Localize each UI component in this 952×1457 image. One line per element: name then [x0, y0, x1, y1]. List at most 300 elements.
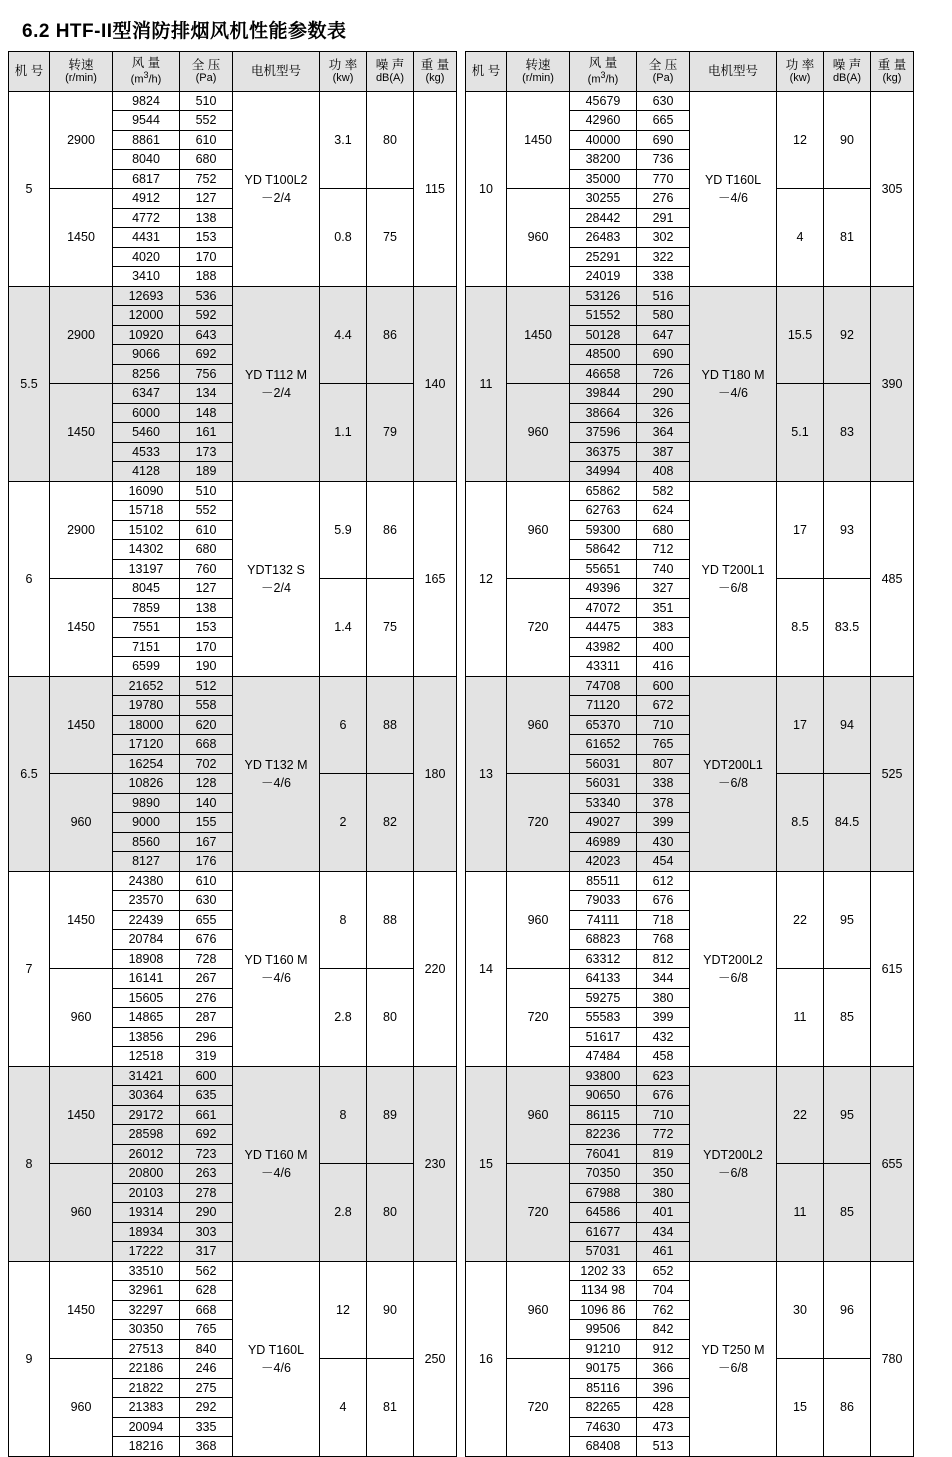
cell-pressure: 628	[180, 1281, 233, 1301]
cell-pressure: 140	[180, 793, 233, 813]
cell-flow: 8045	[113, 579, 180, 599]
table-row	[9, 481, 457, 501]
cell-flow: 53340	[570, 793, 637, 813]
cell-motor-model: YDT200L2 －6/8	[690, 871, 777, 1066]
cell-flow: 39844	[570, 384, 637, 404]
cell-flow: 65862	[570, 481, 637, 501]
cell-weight: 140	[414, 286, 457, 481]
cell-flow: 82236	[570, 1125, 637, 1145]
cell-flow: 28442	[570, 208, 637, 228]
cell-flow: 15605	[113, 988, 180, 1008]
cell-pressure: 246	[180, 1359, 233, 1379]
cell-rpm: 1450	[507, 286, 570, 384]
cell-rpm: 960	[507, 481, 570, 579]
cell-power: 12	[777, 91, 824, 189]
cell-flow: 9824	[113, 91, 180, 111]
cell-machine-no: 14	[466, 871, 507, 1066]
cell-flow: 26012	[113, 1144, 180, 1164]
cell-rpm: 960	[50, 1359, 113, 1457]
cell-pressure: 676	[637, 1086, 690, 1106]
cell-pressure: 290	[180, 1203, 233, 1223]
cell-pressure: 704	[637, 1281, 690, 1301]
cell-pressure: 380	[637, 988, 690, 1008]
cell-motor-model: YD T160L －4/6	[690, 91, 777, 286]
cell-rpm: 2900	[50, 91, 113, 189]
cell-flow: 34994	[570, 462, 637, 482]
cell-pressure: 672	[637, 696, 690, 716]
cell-rpm: 720	[507, 969, 570, 1067]
cell-flow: 79033	[570, 891, 637, 911]
cell-flow: 12518	[113, 1047, 180, 1067]
cell-flow: 14302	[113, 540, 180, 560]
cell-flow: 30350	[113, 1320, 180, 1340]
cell-rpm: 960	[50, 969, 113, 1067]
cell-pressure: 592	[180, 306, 233, 326]
cell-pressure: 322	[637, 247, 690, 267]
cell-flow: 7151	[113, 637, 180, 657]
cell-flow: 68823	[570, 930, 637, 950]
cell-pressure: 278	[180, 1183, 233, 1203]
cell-noise: 84.5	[824, 774, 871, 872]
cell-pressure: 762	[637, 1300, 690, 1320]
cell-flow: 18908	[113, 949, 180, 969]
cell-motor-model: YD T132 M －4/6	[233, 676, 320, 871]
cell-flow: 90650	[570, 1086, 637, 1106]
cell-noise: 86	[824, 1359, 871, 1457]
cell-flow: 12000	[113, 306, 180, 326]
cell-pressure: 710	[637, 1105, 690, 1125]
cell-flow: 44475	[570, 618, 637, 638]
cell-rpm: 960	[507, 676, 570, 774]
cell-pressure: 702	[180, 754, 233, 774]
cell-machine-no: 11	[466, 286, 507, 481]
cell-pressure: 454	[637, 852, 690, 872]
page-title: 6.2 HTF-II型消防排烟风机性能参数表	[22, 21, 347, 42]
cell-pressure: 148	[180, 403, 233, 423]
cell-flow: 20800	[113, 1164, 180, 1184]
cell-pressure: 692	[180, 1125, 233, 1145]
cell-flow: 24380	[113, 871, 180, 891]
cell-pressure: 726	[637, 364, 690, 384]
cell-power: 1.1	[320, 384, 367, 482]
cell-flow: 4533	[113, 442, 180, 462]
cell-power: 17	[777, 676, 824, 774]
cell-pressure: 190	[180, 657, 233, 677]
cell-pressure: 668	[180, 1300, 233, 1320]
col-head-pressure: 全 压 (Pa)	[180, 52, 233, 92]
col-head-rpm: 转速 (r/min)	[50, 52, 113, 92]
cell-flow: 1096 86	[570, 1300, 637, 1320]
cell-pressure: 303	[180, 1222, 233, 1242]
cell-flow: 8127	[113, 852, 180, 872]
performance-table-left	[8, 51, 457, 1457]
cell-power: 6	[320, 676, 367, 774]
cell-pressure: 296	[180, 1027, 233, 1047]
cell-power: 8	[320, 1066, 367, 1164]
cell-flow: 21383	[113, 1398, 180, 1418]
cell-flow: 8861	[113, 130, 180, 150]
cell-flow: 74708	[570, 676, 637, 696]
cell-rpm: 960	[507, 1066, 570, 1164]
cell-pressure: 275	[180, 1378, 233, 1398]
cell-pressure: 188	[180, 267, 233, 287]
cell-pressure: 461	[637, 1242, 690, 1262]
cell-motor-model: YD T160L －4/6	[233, 1261, 320, 1456]
col-head-noise: 噪 声 dB(A)	[367, 52, 414, 92]
cell-weight: 525	[871, 676, 914, 871]
cell-pressure: 302	[637, 228, 690, 248]
cell-flow: 74630	[570, 1417, 637, 1437]
cell-pressure: 624	[637, 501, 690, 521]
cell-flow: 9066	[113, 345, 180, 365]
cell-pressure: 408	[637, 462, 690, 482]
cell-rpm: 720	[507, 1359, 570, 1457]
cell-pressure: 513	[637, 1437, 690, 1457]
cell-pressure: 692	[180, 345, 233, 365]
cell-flow: 24019	[570, 267, 637, 287]
cell-pressure: 317	[180, 1242, 233, 1262]
cell-pressure: 430	[637, 832, 690, 852]
cell-flow: 42023	[570, 852, 637, 872]
cell-flow: 21822	[113, 1378, 180, 1398]
cell-flow: 16090	[113, 481, 180, 501]
cell-flow: 55583	[570, 1008, 637, 1028]
cell-pressure: 396	[637, 1378, 690, 1398]
col-head-model: 电机型号	[690, 52, 777, 92]
table-row	[9, 676, 457, 696]
table-row	[9, 1066, 457, 1086]
cell-pressure: 290	[637, 384, 690, 404]
cell-power: 8	[320, 871, 367, 969]
cell-flow: 13856	[113, 1027, 180, 1047]
cell-flow: 64586	[570, 1203, 637, 1223]
cell-pressure: 552	[180, 501, 233, 521]
cell-pressure: 378	[637, 793, 690, 813]
cell-pressure: 510	[180, 481, 233, 501]
cell-flow: 6817	[113, 169, 180, 189]
cell-pressure: 127	[180, 579, 233, 599]
cell-pressure: 610	[180, 130, 233, 150]
cell-flow: 93800	[570, 1066, 637, 1086]
cell-pressure: 267	[180, 969, 233, 989]
cell-noise: 86	[367, 286, 414, 384]
cell-motor-model: YD T250 M －6/8	[690, 1261, 777, 1456]
table-row	[9, 1261, 457, 1281]
cell-machine-no: 9	[9, 1261, 50, 1456]
cell-weight: 485	[871, 481, 914, 676]
cell-pressure: 580	[637, 306, 690, 326]
cell-pressure: 458	[637, 1047, 690, 1067]
cell-pressure: 620	[180, 715, 233, 735]
cell-pressure: 610	[180, 520, 233, 540]
cell-pressure: 643	[180, 325, 233, 345]
cell-flow: 32297	[113, 1300, 180, 1320]
table-row	[466, 676, 914, 696]
cell-flow: 62763	[570, 501, 637, 521]
cell-pressure: 138	[180, 208, 233, 228]
cell-flow: 4020	[113, 247, 180, 267]
cell-flow: 74111	[570, 910, 637, 930]
cell-power: 2	[320, 774, 367, 872]
cell-pressure: 680	[180, 540, 233, 560]
cell-pressure: 368	[180, 1437, 233, 1457]
cell-flow: 1202 33	[570, 1261, 637, 1281]
cell-flow: 70350	[570, 1164, 637, 1184]
cell-power: 1.4	[320, 579, 367, 677]
cell-pressure: 740	[637, 559, 690, 579]
cell-pressure: 127	[180, 189, 233, 209]
cell-flow: 8256	[113, 364, 180, 384]
col-head-no: 机 号	[466, 52, 507, 92]
table-row	[466, 1261, 914, 1281]
cell-flow: 30255	[570, 189, 637, 209]
table-row	[9, 91, 457, 111]
cell-pressure: 327	[637, 579, 690, 599]
cell-pressure: 155	[180, 813, 233, 833]
cell-pressure: 635	[180, 1086, 233, 1106]
cell-noise: 89	[367, 1066, 414, 1164]
cell-flow: 91210	[570, 1339, 637, 1359]
cell-noise: 90	[824, 91, 871, 189]
cell-pressure: 366	[637, 1359, 690, 1379]
cell-pressure: 263	[180, 1164, 233, 1184]
cell-flow: 86115	[570, 1105, 637, 1125]
cell-flow: 50128	[570, 325, 637, 345]
cell-noise: 88	[367, 676, 414, 774]
table-header-row	[466, 52, 914, 92]
cell-flow: 12693	[113, 286, 180, 306]
cell-flow: 16254	[113, 754, 180, 774]
cell-motor-model: YD T100L2 －2/4	[233, 91, 320, 286]
cell-power: 0.8	[320, 189, 367, 287]
cell-flow: 59275	[570, 988, 637, 1008]
cell-rpm: 1450	[50, 1261, 113, 1359]
cell-pressure: 676	[637, 891, 690, 911]
cell-pressure: 652	[637, 1261, 690, 1281]
cell-machine-no: 15	[466, 1066, 507, 1261]
cell-pressure: 680	[180, 150, 233, 170]
cell-rpm: 1450	[50, 384, 113, 482]
cell-pressure: 387	[637, 442, 690, 462]
cell-flow: 38200	[570, 150, 637, 170]
cell-pressure: 665	[637, 111, 690, 131]
cell-pressure: 710	[637, 715, 690, 735]
cell-pressure: 819	[637, 1144, 690, 1164]
cell-pressure: 768	[637, 930, 690, 950]
cell-pressure: 630	[180, 891, 233, 911]
cell-noise: 96	[824, 1261, 871, 1359]
cell-noise: 80	[367, 969, 414, 1067]
cell-flow: 32961	[113, 1281, 180, 1301]
cell-power: 2.8	[320, 1164, 367, 1262]
cell-machine-no: 7	[9, 871, 50, 1066]
cell-flow: 18000	[113, 715, 180, 735]
cell-power: 4.4	[320, 286, 367, 384]
cell-pressure: 718	[637, 910, 690, 930]
cell-pressure: 728	[180, 949, 233, 969]
cell-flow: 10826	[113, 774, 180, 794]
cell-flow: 21652	[113, 676, 180, 696]
cell-weight: 305	[871, 91, 914, 286]
cell-rpm: 1450	[50, 189, 113, 287]
cell-pressure: 807	[637, 754, 690, 774]
cell-pressure: 473	[637, 1417, 690, 1437]
cell-pressure: 752	[180, 169, 233, 189]
cell-power: 12	[320, 1261, 367, 1359]
cell-pressure: 600	[180, 1066, 233, 1086]
cell-flow: 47484	[570, 1047, 637, 1067]
performance-table-right	[465, 51, 914, 1457]
cell-pressure: 176	[180, 852, 233, 872]
cell-flow: 40000	[570, 130, 637, 150]
table-row	[9, 286, 457, 306]
cell-pressure: 668	[180, 735, 233, 755]
cell-flow: 9544	[113, 111, 180, 131]
cell-pressure: 612	[637, 871, 690, 891]
cell-flow: 17222	[113, 1242, 180, 1262]
cell-weight: 655	[871, 1066, 914, 1261]
cell-pressure: 338	[637, 267, 690, 287]
cell-rpm: 1450	[507, 91, 570, 189]
cell-pressure: 600	[637, 676, 690, 696]
cell-pressure: 760	[180, 559, 233, 579]
cell-rpm: 960	[50, 774, 113, 872]
cell-weight: 230	[414, 1066, 457, 1261]
cell-flow: 22439	[113, 910, 180, 930]
cell-pressure: 319	[180, 1047, 233, 1067]
cell-pressure: 536	[180, 286, 233, 306]
cell-pressure: 276	[180, 988, 233, 1008]
cell-weight: 250	[414, 1261, 457, 1456]
cell-flow: 82265	[570, 1398, 637, 1418]
cell-flow: 4912	[113, 189, 180, 209]
cell-motor-model: YD T200L1 －6/8	[690, 481, 777, 676]
cell-power: 8.5	[777, 774, 824, 872]
cell-pressure: 399	[637, 813, 690, 833]
cell-pressure: 335	[180, 1417, 233, 1437]
cell-rpm: 960	[507, 189, 570, 287]
cell-machine-no: 5.5	[9, 286, 50, 481]
cell-flow: 31421	[113, 1066, 180, 1086]
cell-pressure: 351	[637, 598, 690, 618]
cell-motor-model: YD T160 M －4/6	[233, 871, 320, 1066]
cell-machine-no: 12	[466, 481, 507, 676]
cell-flow: 3410	[113, 267, 180, 287]
cell-flow: 58642	[570, 540, 637, 560]
cell-noise: 86	[367, 481, 414, 579]
cell-flow: 20784	[113, 930, 180, 950]
cell-pressure: 338	[637, 774, 690, 794]
cell-pressure: 712	[637, 540, 690, 560]
cell-pressure: 344	[637, 969, 690, 989]
cell-flow: 64133	[570, 969, 637, 989]
cell-flow: 29172	[113, 1105, 180, 1125]
cell-flow: 36375	[570, 442, 637, 462]
cell-flow: 22186	[113, 1359, 180, 1379]
cell-noise: 85	[824, 1164, 871, 1262]
cell-flow: 8560	[113, 832, 180, 852]
cell-power: 22	[777, 871, 824, 969]
cell-flow: 61652	[570, 735, 637, 755]
col-head-flow: 风 量 $(m^3/h)$	[570, 52, 637, 92]
cell-rpm: 2900	[50, 481, 113, 579]
cell-pressure: 840	[180, 1339, 233, 1359]
cell-power: 3.1	[320, 91, 367, 189]
cell-pressure: 558	[180, 696, 233, 716]
cell-noise: 93	[824, 481, 871, 579]
table-row	[466, 91, 914, 111]
cell-noise: 95	[824, 871, 871, 969]
cell-noise: 90	[367, 1261, 414, 1359]
cell-flow: 90175	[570, 1359, 637, 1379]
cell-weight: 220	[414, 871, 457, 1066]
cell-power: 11	[777, 1164, 824, 1262]
cell-flow: 7859	[113, 598, 180, 618]
cell-flow: 51617	[570, 1027, 637, 1047]
cell-pressure: 661	[180, 1105, 233, 1125]
cell-noise: 75	[367, 579, 414, 677]
cell-flow: 9000	[113, 813, 180, 833]
cell-pressure: 432	[637, 1027, 690, 1047]
cell-flow: 76041	[570, 1144, 637, 1164]
col-head-power: 功 率 (kw)	[777, 52, 824, 92]
cell-pressure: 510	[180, 91, 233, 111]
cell-flow: 46658	[570, 364, 637, 384]
cell-flow: 57031	[570, 1242, 637, 1262]
cell-flow: 6000	[113, 403, 180, 423]
tables-container	[8, 51, 944, 1457]
cell-noise: 83.5	[824, 579, 871, 677]
cell-pressure: 756	[180, 364, 233, 384]
cell-flow: 71120	[570, 696, 637, 716]
cell-pressure: 690	[637, 130, 690, 150]
cell-flow: 35000	[570, 169, 637, 189]
cell-motor-model: YDT132 S －2/4	[233, 481, 320, 676]
cell-flow: 16141	[113, 969, 180, 989]
cell-flow: 43311	[570, 657, 637, 677]
cell-power: 5.1	[777, 384, 824, 482]
cell-flow: 49027	[570, 813, 637, 833]
cell-flow: 15102	[113, 520, 180, 540]
table-row	[466, 481, 914, 501]
cell-flow: 14865	[113, 1008, 180, 1028]
cell-motor-model: YD T112 M －2/4	[233, 286, 320, 481]
cell-flow: 48500	[570, 345, 637, 365]
cell-pressure: 128	[180, 774, 233, 794]
cell-rpm: 2900	[50, 286, 113, 384]
cell-weight: 180	[414, 676, 457, 871]
cell-flow: 67988	[570, 1183, 637, 1203]
cell-flow: 26483	[570, 228, 637, 248]
cell-power: 15.5	[777, 286, 824, 384]
cell-flow: 6599	[113, 657, 180, 677]
cell-flow: 18216	[113, 1437, 180, 1457]
cell-rpm: 720	[507, 579, 570, 677]
cell-noise: 88	[367, 871, 414, 969]
cell-motor-model: YDT200L2 －6/8	[690, 1066, 777, 1261]
cell-flow: 28598	[113, 1125, 180, 1145]
cell-pressure: 623	[637, 1066, 690, 1086]
cell-flow: 5460	[113, 423, 180, 443]
table-row	[9, 871, 457, 891]
cell-flow: 23570	[113, 891, 180, 911]
cell-flow: 33510	[113, 1261, 180, 1281]
cell-power: 4	[320, 1359, 367, 1457]
cell-pressure: 291	[637, 208, 690, 228]
cell-pressure: 647	[637, 325, 690, 345]
cell-pressure: 401	[637, 1203, 690, 1223]
cell-flow: 68408	[570, 1437, 637, 1457]
